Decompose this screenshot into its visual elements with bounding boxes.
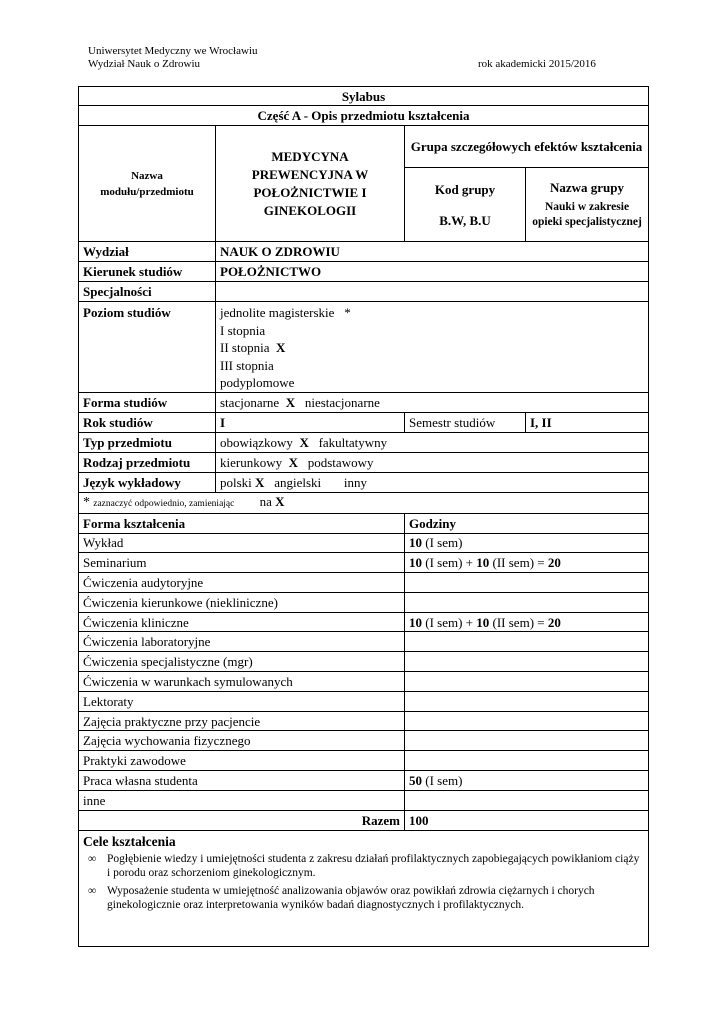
syllabus-table <box>78 86 649 947</box>
semestr-label: Semestr studiów <box>405 412 526 432</box>
poziom-option: jednolite magisterskie * <box>220 305 351 320</box>
hours-row-name: inne <box>79 790 405 810</box>
hours-form-header: Forma kształcenia <box>79 513 405 533</box>
jezyk-value: polski X angielski inny <box>216 472 649 492</box>
hours-row-name: Zajęcia wychowania fizycznego <box>79 731 405 751</box>
poziom-values <box>216 302 649 393</box>
sylabus-title: Sylabus <box>79 87 649 106</box>
poziom-option: III stopnia <box>220 357 274 373</box>
hours-row-value <box>405 751 649 771</box>
part-title: Część A - Opis przedmiotu kształcenia <box>79 106 649 126</box>
forma-value: stacjonarne X niestacjonarne <box>216 392 649 412</box>
academic-year: rok akademicki 2015/2016 <box>478 58 596 70</box>
hours-row-value <box>405 711 649 731</box>
faculty-name: Wydział Nauk o Zdrowiu <box>88 58 201 70</box>
hours-row-value <box>405 731 649 751</box>
hours-row-name: Ćwiczenia specjalistyczne (mgr) <box>79 652 405 672</box>
kierunek-label: Kierunek studiów <box>79 262 216 282</box>
specjalnosci-label: Specjalności <box>79 282 216 302</box>
group-code-value: B.W, B.U <box>439 212 491 228</box>
poziom-option: I stopnia <box>220 322 266 338</box>
hours-row-value: 10 (I sem) <box>405 533 649 553</box>
rok-label: Rok studiów <box>79 412 216 432</box>
hours-row-value: 10 (I sem) + 10 (II sem) = 20 <box>405 553 649 573</box>
group-code-label: Kod grupy <box>434 181 496 197</box>
semestr-value: I, II <box>526 412 649 432</box>
cele-list <box>83 852 644 912</box>
group-code <box>405 168 526 242</box>
group-name <box>526 168 649 242</box>
infinity-bullet-icon: ∞ <box>88 852 97 865</box>
forma-label: Forma studiów <box>79 392 216 412</box>
hours-row-value: 10 (I sem) + 10 (II sem) = 20 <box>405 612 649 632</box>
hours-row-name: Ćwiczenia audytoryjne <box>79 573 405 593</box>
hours-row-value <box>405 652 649 672</box>
hours-row-name: Ćwiczenia laboratoryjne <box>79 632 405 652</box>
university-name: Uniwersytet Medyczny we Wrocławiu <box>88 45 258 57</box>
rodzaj-value: kierunkowy X podstawowy <box>216 452 649 472</box>
hours-row-value: 50 (I sem) <box>405 771 649 791</box>
poziom-option: podyplomowe <box>220 375 295 390</box>
infinity-bullet-icon: ∞ <box>88 884 97 897</box>
hours-row-name: Ćwiczenia kierunkowe (niekliniczne) <box>79 592 405 612</box>
hours-row-value <box>405 672 649 692</box>
rok-value: I <box>216 412 405 432</box>
wydzial-value: NAUK O ZDROWIU <box>216 242 649 262</box>
hours-row-name: Seminarium <box>79 553 405 573</box>
hours-row-name: Praca własna studenta <box>79 771 405 791</box>
total-value: 100 <box>405 810 649 830</box>
hours-header: Godziny <box>405 513 649 533</box>
cele-title: Cele kształcenia <box>83 833 176 849</box>
group-name-value: Nauki w zakresie opieki specjalistycznej <box>532 201 642 228</box>
hours-row-name: Zajęcia praktyczne przy pacjencie <box>79 711 405 731</box>
hours-row-value <box>405 691 649 711</box>
wydzial-label: Wydział <box>79 242 216 262</box>
note-row <box>79 492 649 513</box>
module-name-value: MEDYCYNA PREWENCYJNA W POŁOŻNICTWIE I GINEKOLOGII <box>216 126 405 242</box>
hours-row-name: Lektoraty <box>79 691 405 711</box>
note-star: * <box>83 494 90 510</box>
hours-row-value <box>405 790 649 810</box>
cele-section <box>79 830 649 946</box>
cele-item: ∞ Wyposażenie studenta w umiejętność analizowania objawów oraz powikłań zdrowia ciężarnych i chorych ginekologicznie oraz interpretowania wyników badań diagnostycznych i profilaktycznych. <box>88 884 595 911</box>
kierunek-value: POŁOŻNICTWO <box>216 262 649 282</box>
typ-value: obowiązkowy X fakultatywny <box>216 432 649 452</box>
poziom-option: II stopnia X <box>220 340 286 355</box>
hours-row-value <box>405 592 649 612</box>
specjalnosci-value <box>216 282 649 302</box>
hours-row-value <box>405 632 649 652</box>
hours-row-value <box>405 573 649 593</box>
module-name-label: Nazwa modułu/przedmiotu <box>79 126 216 242</box>
group-name-label: Nazwa grupy <box>549 180 625 195</box>
hours-row-name: Praktyki zawodowe <box>79 751 405 771</box>
hours-row-name: Ćwiczenia w warunkach symulowanych <box>79 672 405 692</box>
jezyk-label: Język wykładowy <box>79 472 216 492</box>
note-suffix: na X <box>259 493 285 509</box>
hours-row-name: Wykład <box>79 533 405 553</box>
cele-item: ∞ Pogłębienie wiedzy i umiejętności studenta z zakresu działań profilaktycznych zapobiegających powikłaniom ciąży i porodu oraz schorzeniom ginekologicznym. <box>88 852 640 879</box>
note-text: zaznaczyć odpowiednio, zamieniając <box>93 498 235 509</box>
group-effects-header: Grupa szczegółowych efektów kształcenia <box>405 126 649 168</box>
hours-row-name: Ćwiczenia kliniczne <box>79 612 405 632</box>
total-label: Razem <box>79 810 405 830</box>
poziom-label: Poziom studiów <box>79 302 216 393</box>
typ-label: Typ przedmiotu <box>79 432 216 452</box>
rodzaj-label: Rodzaj przedmiotu <box>79 452 216 472</box>
